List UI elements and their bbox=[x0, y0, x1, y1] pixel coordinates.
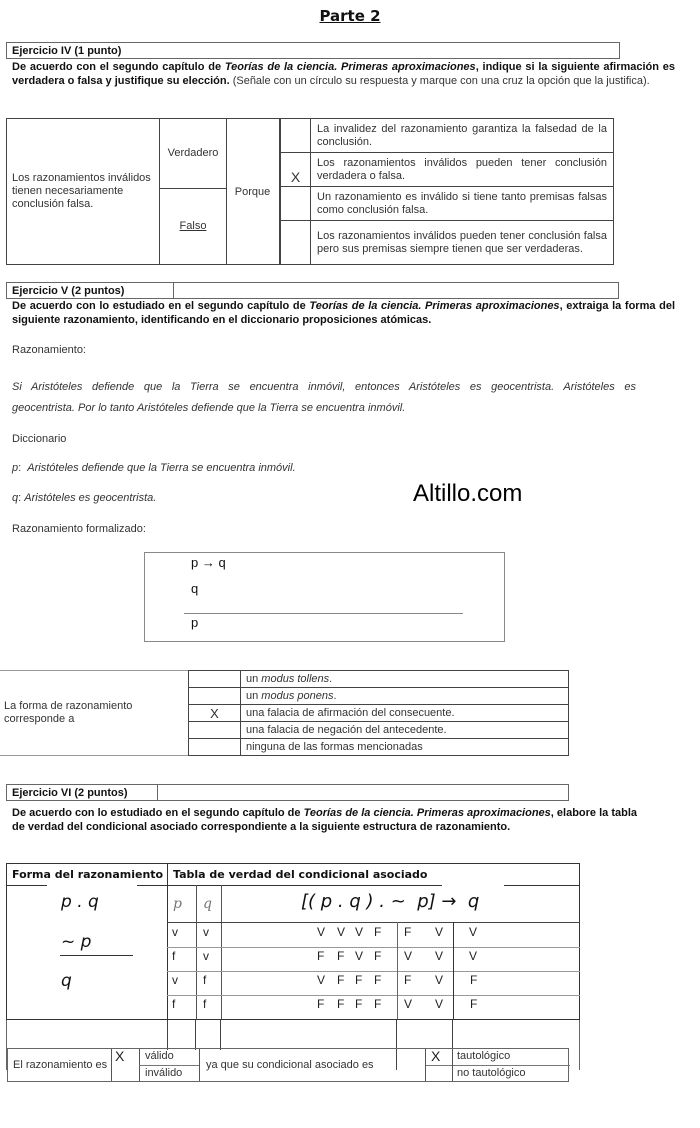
ej5-dict-p-key: p bbox=[12, 462, 19, 474]
ej6-head-q: q bbox=[203, 896, 212, 912]
ej4-option-false[interactable]: Falso bbox=[160, 189, 227, 265]
ej6-cell: F bbox=[337, 973, 345, 987]
ej6-cell: V bbox=[435, 997, 444, 1011]
ej6-instr-part1: De acuerdo con lo estudiado en el segundo capítulo de bbox=[12, 807, 304, 819]
ej5-diccionario-label: Diccionario bbox=[12, 433, 67, 445]
ej6-taut-option[interactable]: tautológico bbox=[457, 1050, 511, 1062]
ej5-header-divider bbox=[173, 282, 174, 299]
ej6-forma-conclusion: q bbox=[61, 971, 72, 991]
ej6-formula: [( p . q ) . ~ p] → q bbox=[301, 891, 480, 912]
ej5-inference-line bbox=[184, 613, 463, 614]
ej6-cell-result: V bbox=[469, 949, 478, 963]
ej6-cell-p: f bbox=[172, 997, 176, 1011]
ej4-reason-mark[interactable] bbox=[281, 221, 311, 265]
ej6-header-divider bbox=[157, 784, 158, 801]
ej6-cell-result: V bbox=[469, 925, 478, 939]
watermark: Altillo.com bbox=[413, 480, 523, 507]
ej6-forma-premise1: p . q bbox=[61, 892, 99, 912]
ej5-razonamiento-line1: Si Aristóteles defiende que la Tierra se encuentra inmóvil, entonces Aristóteles es geocentrista. Aristóteles es bbox=[12, 381, 636, 393]
ej5-premise2: q bbox=[191, 581, 199, 596]
ej6-trail-line bbox=[195, 1020, 196, 1050]
ej5-forma-text: una falacia de afirmación del consecuente. bbox=[241, 705, 569, 722]
ej4-reason-row[interactable] bbox=[281, 187, 614, 221]
page-title: Parte 2 bbox=[319, 7, 381, 25]
ej5-dict-q-text: Aristóteles es geocentrista. bbox=[24, 492, 157, 504]
ej6-invalid-option[interactable]: inválido bbox=[145, 1067, 183, 1079]
ej5-instr-part1: De acuerdo con lo estudiado en el segundo capítulo de bbox=[12, 300, 310, 312]
ej4-reason-text: Los razonamientos inválidos pueden tener conclusión verdadera o falsa. bbox=[311, 153, 614, 187]
ej6-cell-q: f bbox=[203, 973, 207, 987]
ej6-trail-line bbox=[167, 1020, 168, 1050]
ej4-reason-text: La invalidez del razonamiento garantiza la falsedad de la conclusión. bbox=[311, 119, 614, 153]
ej6-cell: V bbox=[404, 949, 413, 963]
ej5-forma-mark[interactable] bbox=[189, 688, 241, 705]
ej6-cell: F bbox=[374, 949, 382, 963]
ej6-cell: F bbox=[374, 997, 382, 1011]
ej6-instr-part2: , elabore la tabla de verdad del condicional asociado correspondiente a la siguiente estructura de razonamiento. bbox=[12, 807, 638, 833]
ej6-col-forma: Forma del razonamiento bbox=[12, 868, 164, 881]
ej6-no-taut-option[interactable]: no tautológico bbox=[457, 1067, 526, 1079]
ej6-cell: F bbox=[317, 997, 325, 1011]
ej5-header-label: Ejercicio V (2 puntos) bbox=[12, 285, 125, 297]
ej5-razonamiento-line2: geocentrista. Por lo tanto Aristóteles defiende que la Tierra se encuentra inmóvil. bbox=[12, 402, 406, 414]
ej4-reason-row[interactable] bbox=[281, 221, 614, 265]
ej5-formalizado-label: Razonamiento formalizado: bbox=[12, 523, 146, 535]
ej4-porque-label: Porque bbox=[234, 185, 271, 198]
ej5-conclusion: p bbox=[191, 615, 199, 630]
ej6-header-rule bbox=[504, 885, 580, 886]
ej6-conclusion-hrule bbox=[425, 1065, 570, 1066]
ej4-porque bbox=[226, 118, 280, 265]
ej5-dict-q: q: Aristóteles es geocentrista. bbox=[12, 492, 157, 504]
ej4-reasons-table bbox=[280, 118, 614, 265]
ej6-cell: F bbox=[404, 925, 412, 939]
ej5-forma-mark[interactable]: X bbox=[189, 705, 241, 722]
ej5-forma-mark[interactable] bbox=[189, 739, 241, 756]
ej4-option-true[interactable]: Verdadero bbox=[160, 119, 227, 189]
ej5-instr-part2: , extraiga la forma del siguiente razonamiento, identificando en el diccionario proposiciones atómicas. bbox=[12, 300, 676, 326]
ej6-cell: V bbox=[355, 949, 364, 963]
ej5-formalized-box bbox=[144, 552, 505, 642]
ej6-forma-premise2: ~ p bbox=[61, 932, 92, 952]
ej4-header-label: Ejercicio IV (1 punto) bbox=[12, 45, 122, 57]
ej5-forma-text: un modus ponens. bbox=[241, 688, 569, 705]
ej6-cell-p: v bbox=[172, 925, 178, 939]
ej6-conclusion-row bbox=[7, 1048, 569, 1082]
ej4-instr-book: Teorías de la ciencia. Primeras aproximaciones bbox=[224, 61, 476, 73]
ej6-header-rule bbox=[7, 885, 47, 886]
ej6-taut-mark[interactable]: X bbox=[431, 1048, 441, 1064]
ej6-valid-mark[interactable]: X bbox=[115, 1048, 125, 1064]
ej6-row-rule bbox=[167, 971, 580, 972]
ej5-forma-mark[interactable] bbox=[189, 671, 241, 688]
ej4-reason-mark[interactable] bbox=[281, 119, 311, 153]
ej6-instr-book: Teorías de la ciencia. Primeras aproximaciones bbox=[303, 807, 551, 819]
ej6-cell: F bbox=[374, 925, 382, 939]
ej6-conclusion-hrule bbox=[139, 1065, 199, 1066]
ej4-header bbox=[6, 42, 620, 59]
ej6-because-label: ya que su condicional asociado es bbox=[206, 1059, 374, 1071]
ej5-dict-p: p: Aristóteles defiende que la Tierra se encuentra inmóvil. bbox=[12, 462, 296, 474]
ej6-cell: V bbox=[317, 973, 326, 987]
ej6-row-rule bbox=[167, 947, 580, 948]
ej5-instr-book: Teorías de la ciencia. Primeras aproximaciones bbox=[309, 300, 560, 312]
ej5-premise1: p → q bbox=[191, 555, 226, 570]
ej4-reason-mark[interactable] bbox=[281, 187, 311, 221]
ej6-conclusion-divider bbox=[199, 1049, 200, 1081]
ej4-reason-text: Un razonamiento es inválido si tiene tanto premisas falsas como conclusión falsa. bbox=[311, 187, 614, 221]
ej5-forma-mark[interactable] bbox=[189, 722, 241, 739]
ej6-trail-line bbox=[220, 1020, 221, 1050]
ej6-cell: V bbox=[435, 973, 444, 987]
ej6-cell-result: F bbox=[470, 973, 478, 987]
ej6-cell-p: f bbox=[172, 949, 176, 963]
ej6-conclusion-divider bbox=[425, 1049, 426, 1081]
ej6-cell: F bbox=[374, 973, 382, 987]
ej6-cell: V bbox=[435, 925, 444, 939]
ej4-reason-mark[interactable]: X bbox=[281, 153, 311, 187]
ej5-forma-option[interactable] bbox=[189, 722, 569, 739]
ej4-statement: Los razonamientos inválidos tienen necesariamente conclusión falsa. bbox=[7, 119, 160, 265]
ej6-row bbox=[7, 925, 581, 945]
ej6-instructions bbox=[12, 806, 637, 834]
ej4-instr-part1: De acuerdo con el segundo capítulo de bbox=[12, 61, 225, 73]
ej5-forma-option[interactable] bbox=[189, 705, 569, 722]
ej6-row-rule bbox=[167, 995, 580, 996]
ej4-reason-row[interactable] bbox=[281, 119, 614, 153]
ej6-cell-q: f bbox=[203, 997, 207, 1011]
ej4-instr-part2: , indique si la siguiente afirmación es verdadera o falsa y justifique su elección. bbox=[12, 61, 676, 87]
ej6-cell: F bbox=[355, 973, 363, 987]
ej6-truth-table bbox=[6, 863, 580, 1020]
ej4-reason-text: Los razonamientos inválidos pueden tener conclusión falsa pero sus premisas siempre tienen que ser verdaderas. bbox=[311, 221, 614, 265]
ej6-cell-q: v bbox=[203, 925, 209, 939]
ej6-trail-line bbox=[452, 1020, 453, 1050]
ej4-instr-note: (Señale con un círculo su respuesta y marque con una cruz la opción que la justifica). bbox=[229, 75, 650, 87]
ej6-header-label: Ejercicio VI (2 puntos) bbox=[12, 787, 128, 799]
ej5-forma-text: una falacia de negación del antecedente. bbox=[241, 722, 569, 739]
ej6-cell-p: v bbox=[172, 973, 178, 987]
ej6-cell: V bbox=[337, 925, 346, 939]
ej6-valid-option[interactable]: válido bbox=[145, 1050, 174, 1062]
ej5-forma-label: La forma de razonamiento corresponde a bbox=[4, 700, 133, 725]
ej5-razonamiento-label: Razonamiento: bbox=[12, 344, 86, 356]
ej6-cell-q: v bbox=[203, 949, 209, 963]
ej5-forma-label-cell bbox=[0, 670, 189, 756]
ej6-row bbox=[7, 997, 581, 1017]
ej5-forma-text: ninguna de las formas mencionadas bbox=[241, 739, 569, 756]
ej6-cell: F bbox=[355, 997, 363, 1011]
ej6-row bbox=[7, 949, 581, 969]
ej6-cell: F bbox=[337, 949, 345, 963]
ej5-header bbox=[6, 282, 619, 299]
ej6-header-rule bbox=[137, 885, 442, 886]
ej5-dict-q-key: q bbox=[12, 492, 19, 504]
ej6-cell: F bbox=[404, 973, 412, 987]
ej6-trail-line bbox=[579, 1020, 580, 1070]
ej6-head-p: p bbox=[173, 896, 182, 912]
ej6-cell: F bbox=[317, 949, 325, 963]
ej5-forma-option[interactable] bbox=[189, 688, 569, 705]
ej5-forma-option[interactable] bbox=[189, 671, 569, 688]
ej5-forma-text: un modus tollens. bbox=[241, 671, 569, 688]
ej5-dict-p-text: Aristóteles defiende que la Tierra se encuentra inmóvil. bbox=[27, 462, 296, 474]
ej5-instructions bbox=[12, 299, 675, 327]
ej6-cell: V bbox=[404, 997, 413, 1011]
ej6-header bbox=[6, 784, 569, 801]
ej6-col-tabla: Tabla de verdad del condicional asociado bbox=[173, 868, 428, 881]
ej4-reason-row[interactable] bbox=[281, 153, 614, 187]
ej5-forma-option[interactable] bbox=[189, 739, 569, 756]
ej6-row bbox=[7, 973, 581, 993]
ej6-conclusion-divider bbox=[452, 1049, 453, 1081]
ej6-cell: V bbox=[355, 925, 364, 939]
ej5-forma-options bbox=[188, 670, 569, 756]
ej6-conclusion-label: El razonamiento es bbox=[13, 1059, 108, 1071]
ej4-statement-table bbox=[6, 118, 227, 265]
ej6-cell: F bbox=[337, 997, 345, 1011]
ej6-row-rule bbox=[167, 922, 580, 923]
ej6-cell: V bbox=[317, 925, 326, 939]
ej6-cell-result: F bbox=[470, 997, 478, 1011]
ej6-cell: V bbox=[435, 949, 444, 963]
ej4-instructions bbox=[12, 60, 675, 88]
ej6-conclusion-divider bbox=[111, 1049, 112, 1081]
